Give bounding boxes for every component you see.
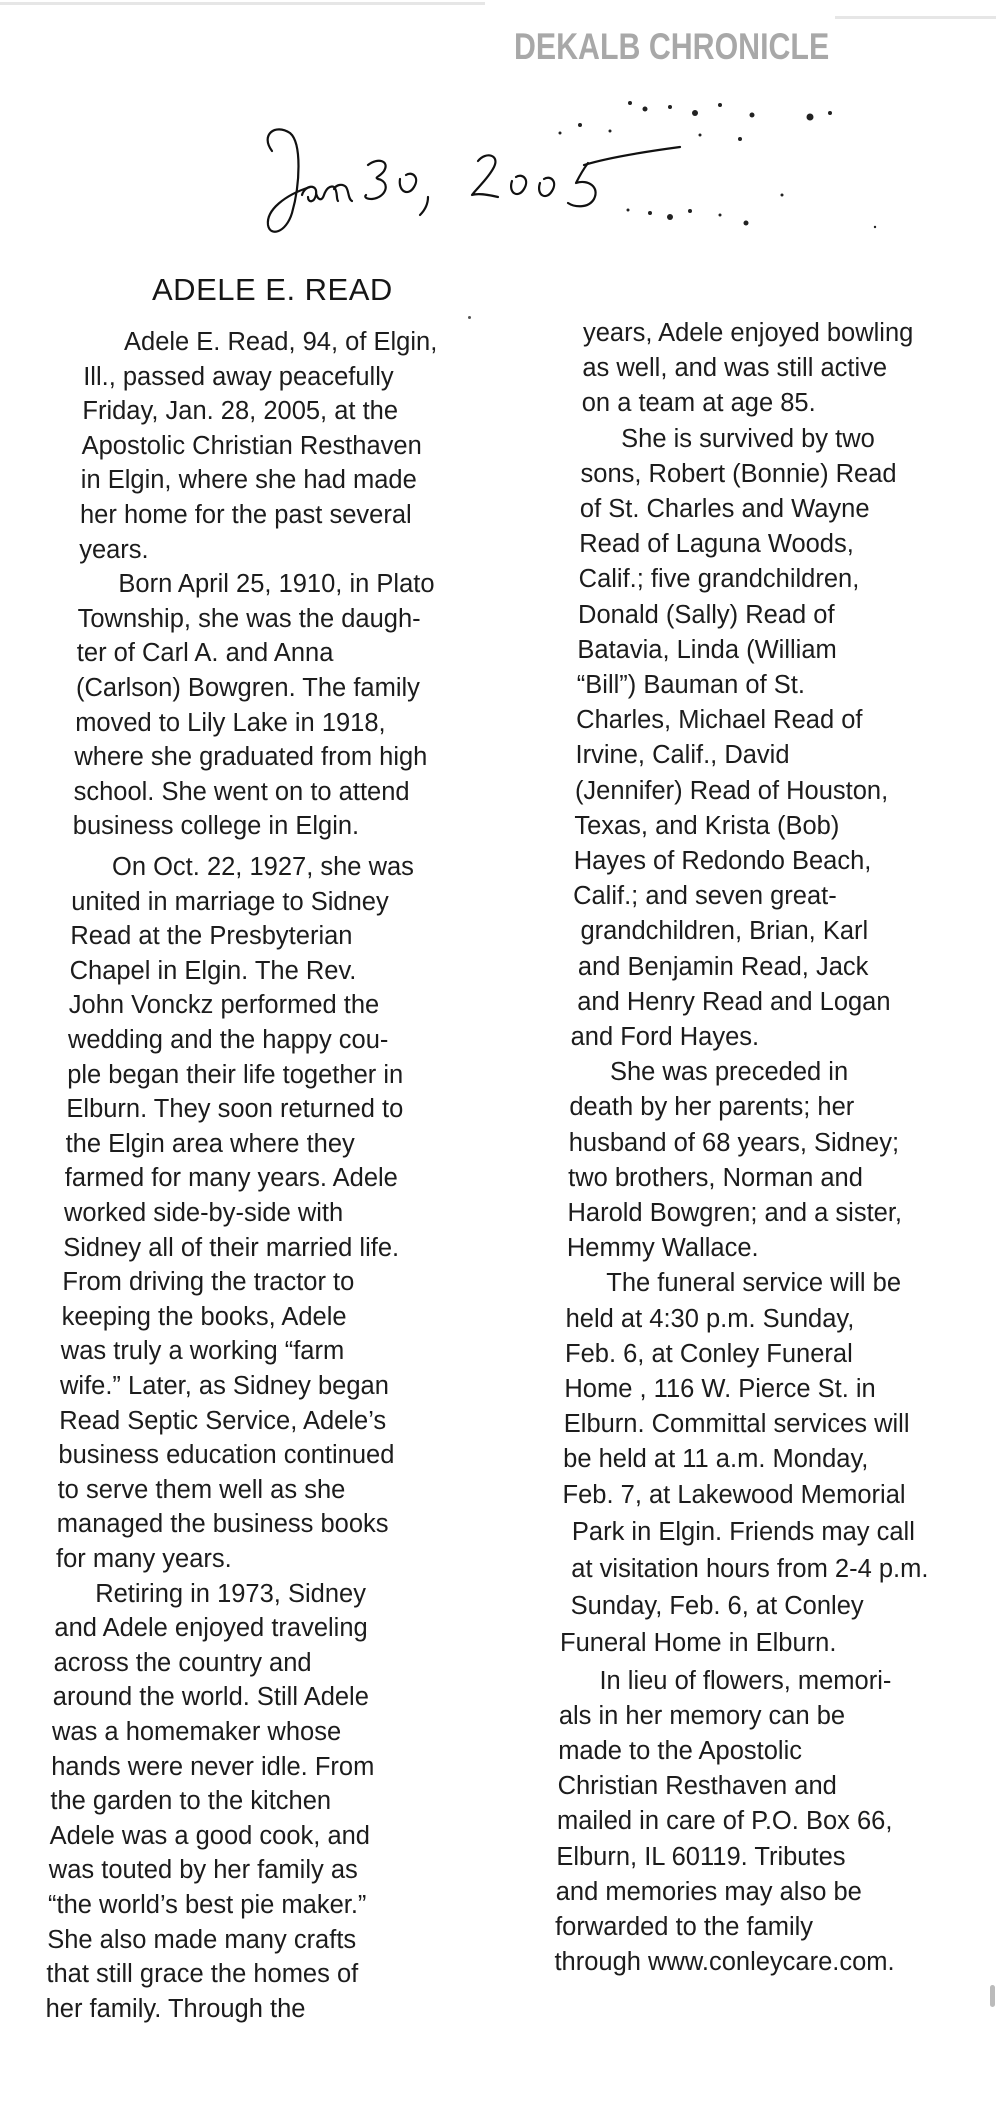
text-line: farmed for many years. Adele xyxy=(64,1164,398,1193)
text-line: where she graduated from high xyxy=(74,743,428,772)
text-line: Charles, Michael Read of xyxy=(576,706,863,735)
text-line: Hayes of Redondo Beach, xyxy=(573,847,872,875)
obituary-title: ADELE E. READ xyxy=(152,272,393,307)
text-line: Texas, and Krista (Bob) xyxy=(574,811,840,840)
text-line: “the world’s best pie maker.” xyxy=(48,1891,367,1919)
text-line: Apostolic Christian Resthaven xyxy=(81,431,422,460)
text-line: school. She went on to attend xyxy=(73,777,410,806)
text-line: her family. Through the xyxy=(45,1994,306,2023)
text-line: Hemmy Wallace. xyxy=(566,1234,759,1263)
text-line: of St. Charles and Wayne xyxy=(579,495,870,523)
text-line: Donald (Sally) Read of xyxy=(578,600,835,629)
text-line: was truly a working “farm xyxy=(60,1337,345,1366)
text-line: Harold Bowgren; and a sister, xyxy=(567,1199,903,1227)
text-line: In lieu of flowers, memori- xyxy=(599,1666,892,1695)
text-line: mailed in care of P.O. Box 66, xyxy=(556,1807,893,1836)
text-line: als in her memory can be xyxy=(558,1701,846,1730)
text-line: be held at 11 a.m. Monday, xyxy=(563,1445,869,1474)
text-line: “Bill”) Bauman of St. xyxy=(576,671,805,699)
text-line: Sidney all of their married life. xyxy=(63,1233,400,1262)
text-line: husband of 68 years, Sidney; xyxy=(568,1128,900,1157)
text-line: Christian Resthaven and xyxy=(557,1772,837,1801)
text-line: to serve them well as she xyxy=(57,1475,346,1504)
text-line: Sunday, Feb. 6, at Conley xyxy=(570,1592,864,1621)
text-line: ple began their life together in xyxy=(67,1060,404,1089)
text-line: united in marriage to Sidney xyxy=(71,887,389,916)
text-line: across the country and xyxy=(53,1648,312,1677)
text-line: Park in Elgin. Friends may call xyxy=(571,1517,915,1546)
text-line: Friday, Jan. 28, 2005, at the xyxy=(82,397,399,426)
text-line: Read of Laguna Woods, xyxy=(579,530,854,559)
text-line: Batavia, Linda (William xyxy=(577,635,837,664)
text-line: Retiring in 1973, Sidney xyxy=(95,1579,366,1608)
text-line: wedding and the happy cou- xyxy=(68,1026,389,1054)
text-line: ter of Carl A. and Anna xyxy=(76,639,334,668)
text-line: John Vonckz performed the xyxy=(68,991,380,1020)
text-line: wife.” Later, as Sidney began xyxy=(60,1372,389,1400)
text-line: Elburn. They soon returned to xyxy=(66,1095,404,1124)
text-line: at visitation hours from 2-4 p.m. xyxy=(571,1555,929,1583)
text-line: keeping the books, Adele xyxy=(61,1302,347,1331)
stray-mark xyxy=(990,1985,995,2007)
text-line: Adele E. Read, 94, of Elgin, xyxy=(124,328,438,356)
text-line: the garden to the kitchen xyxy=(50,1787,332,1816)
text-line: and memories may also be xyxy=(555,1877,862,1906)
text-line: around the world. Still Adele xyxy=(52,1683,369,1712)
text-line: and Adele enjoyed traveling xyxy=(54,1614,368,1643)
stray-mark xyxy=(468,316,471,319)
text-line: and Henry Read and Logan xyxy=(577,987,891,1016)
text-line: Irvine, Calif., David xyxy=(575,741,790,770)
text-line: Chapel in Elgin. The Rev. xyxy=(69,956,357,985)
text-line: and Ford Hayes. xyxy=(570,1023,760,1051)
text-line: two brothers, Norman and xyxy=(568,1163,863,1192)
text-line: From driving the tractor to xyxy=(62,1268,355,1297)
text-line: death by her parents; her xyxy=(569,1093,855,1122)
text-line: Feb. 7, at Lakewood Memorial xyxy=(562,1480,906,1509)
text-line: business college in Elgin. xyxy=(72,812,360,841)
text-line: sons, Robert (Bonnie) Read xyxy=(580,459,897,488)
text-line: business education continued xyxy=(58,1441,395,1470)
scan-edge-top-left xyxy=(0,2,485,5)
text-line: moved to Lily Lake in 1918, xyxy=(75,708,386,737)
newspaper-stamp: DEKALB CHRONICLE xyxy=(514,26,830,67)
text-line: worked side-by-side with xyxy=(64,1199,344,1227)
text-line: Read Septic Service, Adele’s xyxy=(59,1406,387,1435)
text-line: Feb. 6, at Conley Funeral xyxy=(565,1339,853,1368)
text-line: hands were never idle. From xyxy=(51,1752,375,1781)
text-line: that still grace the homes of xyxy=(46,1960,359,1989)
text-line: forwarded to the family xyxy=(555,1913,814,1941)
text-line: She is survived by two xyxy=(621,424,875,453)
text-line: years. xyxy=(79,535,149,564)
text-line: Elburn, IL 60119. Tributes xyxy=(556,1842,846,1871)
text-line: On Oct. 22, 1927, she was xyxy=(112,853,414,881)
text-line: and Benjamin Read, Jack xyxy=(577,952,869,981)
print-speckles xyxy=(520,95,920,245)
text-line: She also made many crafts xyxy=(47,1925,357,1954)
text-line: was touted by her family as xyxy=(48,1856,358,1885)
text-line: for many years. xyxy=(56,1545,232,1573)
text-line: (Jennifer) Read of Houston, xyxy=(574,776,889,805)
text-line: Adele was a good cook, and xyxy=(49,1821,370,1850)
text-line: as well, and was still active xyxy=(582,354,888,383)
text-line: her home for the past several xyxy=(80,501,412,529)
text-line: Funeral Home in Elburn. xyxy=(560,1629,837,1658)
text-line: She was preceded in xyxy=(609,1058,849,1087)
text-line: made to the Apostolic xyxy=(558,1737,803,1765)
text-line: managed the business books xyxy=(56,1510,389,1539)
text-line: in Elgin, where she had made xyxy=(80,466,417,495)
text-line: held at 4:30 p.m. Sunday, xyxy=(565,1304,855,1333)
text-line: Township, she was the daugh- xyxy=(77,604,421,633)
text-line: Ill., passed away peacefully xyxy=(83,362,394,391)
scan-edge-top-right xyxy=(835,16,996,19)
text-line: Calif.; five grandchildren, xyxy=(578,565,860,594)
text-line: years, Adele enjoyed bowling xyxy=(583,319,914,347)
text-line: was a homemaker whose xyxy=(52,1718,342,1746)
text-line: through www.conleycare.com. xyxy=(554,1948,895,1977)
text-line: Born April 25, 1910, in Plato xyxy=(118,570,435,599)
text-line: Calif.; and seven great- xyxy=(573,882,837,911)
text-line: (Carlson) Bowgren. The family xyxy=(76,674,420,702)
text-line: The funeral service will be xyxy=(606,1269,902,1298)
text-line: Elburn. Committal services will xyxy=(563,1410,910,1439)
text-line: grandchildren, Brian, Karl xyxy=(580,917,869,946)
text-line: Read at the Presbyterian xyxy=(70,922,353,951)
text-line: Home , 116 W. Pierce St. in xyxy=(564,1375,876,1403)
text-line: the Elgin area where they xyxy=(65,1129,355,1158)
text-line: on a team at age 85. xyxy=(581,389,816,418)
